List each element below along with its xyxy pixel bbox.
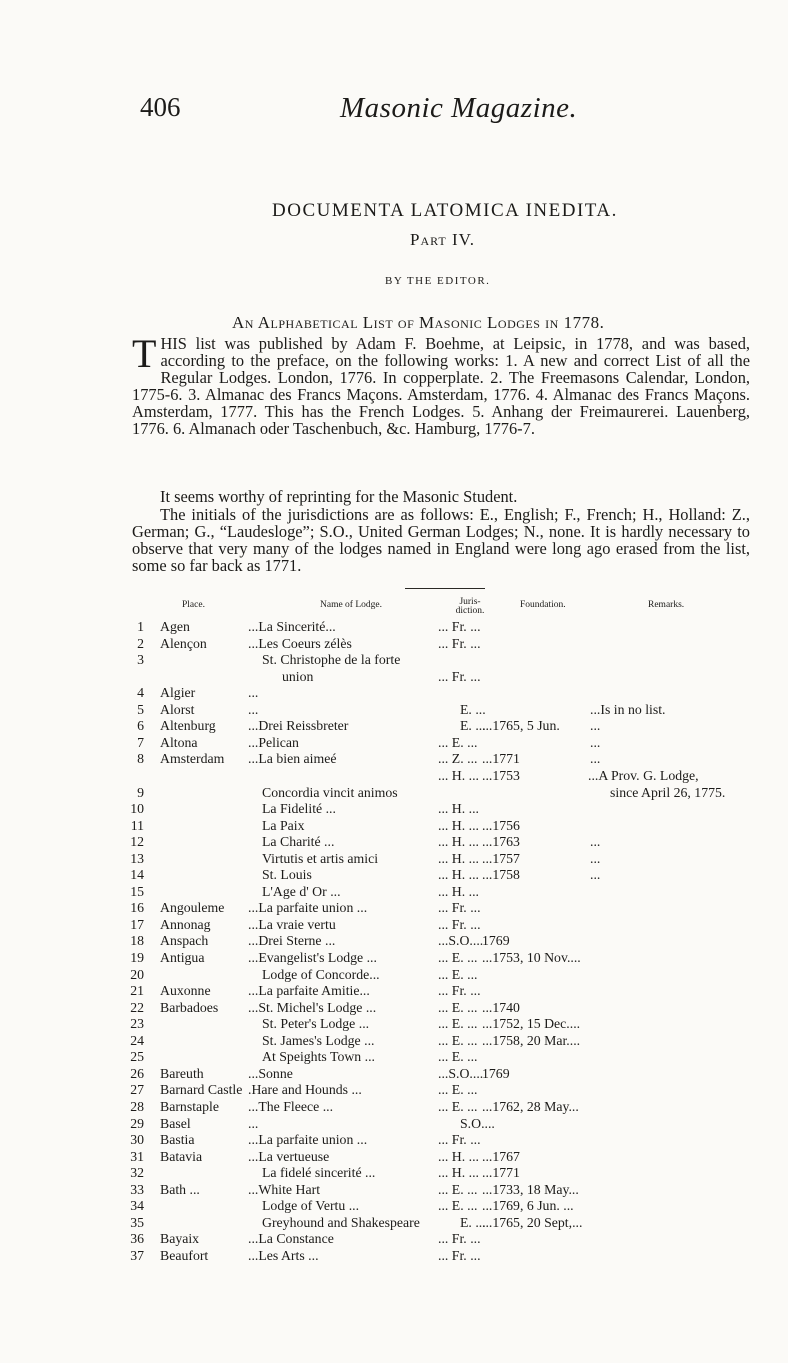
- cell-remarks: ...A Prov. G. Lodge,: [588, 767, 699, 783]
- table-row: [0, 801, 788, 817]
- cell-name: La fidelé sincerité ...: [262, 1165, 376, 1181]
- cell-juris: ... E. ...: [438, 1049, 478, 1065]
- table-row: [0, 1082, 788, 1098]
- table-row: [0, 917, 788, 933]
- cell-juris: S.O....: [460, 1115, 495, 1131]
- cell-num: 10: [130, 801, 144, 817]
- cell-name: ...La parfaite Amitie...: [248, 983, 370, 999]
- cell-juris: ... E. ...: [438, 999, 478, 1015]
- cell-foundation: ...1740: [482, 999, 520, 1015]
- cell-name: ...: [248, 701, 259, 717]
- cell-name: ...La vraie vertu: [248, 916, 336, 932]
- part-label: Part IV.: [410, 230, 475, 249]
- cell-remarks: ...: [590, 734, 601, 750]
- intro-paragraph-2: It seems worthy of reprinting for the Masonic Student.: [160, 487, 518, 506]
- cell-juris: ... H. ...: [438, 883, 480, 899]
- cell-num: 6: [137, 718, 144, 734]
- cell-name: St. Louis: [262, 867, 312, 883]
- cell-num: 37: [130, 1247, 144, 1263]
- cell-name: La Charité ...: [262, 834, 335, 850]
- cell-place: Basel: [160, 1115, 191, 1131]
- cell-num: 16: [130, 900, 144, 916]
- cell-place: Barbadoes: [160, 999, 219, 1015]
- cell-num: 8: [137, 751, 144, 767]
- table-row: [0, 851, 788, 867]
- cell-name: ...Drei Reissbreter: [248, 718, 349, 734]
- cell-juris: ... H. ...: [438, 867, 480, 883]
- table-row: [0, 1116, 788, 1132]
- cell-place: Alençon: [160, 635, 207, 651]
- cell-foundation: ...1758, 20 Mar....: [482, 1032, 581, 1048]
- table-row: [0, 685, 788, 701]
- table-row: [0, 1182, 788, 1198]
- cell-foundation: ...1758: [482, 867, 520, 883]
- cell-juris: ... Fr. ...: [438, 1132, 481, 1148]
- cell-num: 21: [130, 983, 144, 999]
- cell-juris: ... H. ...: [438, 1148, 480, 1164]
- table-row: [0, 1165, 788, 1181]
- table-row: [0, 950, 788, 966]
- cell-juris: ... E. ...: [438, 1198, 478, 1214]
- table-row: [0, 834, 788, 850]
- cell-juris: ... H. ...: [438, 850, 480, 866]
- cell-name: ...Pelican: [248, 734, 299, 750]
- cell-name: ...La parfaite union ...: [248, 900, 368, 916]
- cell-remarks: ...Is in no list.: [590, 701, 666, 717]
- cell-juris: ... Fr. ...: [438, 619, 481, 634]
- cell-juris: ... Fr. ...: [438, 668, 481, 684]
- cell-name: ...La Constance: [248, 1231, 334, 1247]
- cell-juris: E. ...: [460, 1214, 486, 1230]
- running-head: Masonic Magazine.: [340, 92, 578, 124]
- cell-num: 25: [130, 1049, 144, 1065]
- table-row: [0, 1231, 788, 1247]
- cell-name: ...: [248, 685, 259, 701]
- cell-place: Bastia: [160, 1132, 195, 1148]
- column-header-jurisdiction: Juris- diction.: [455, 597, 485, 616]
- cell-remarks: since April 26, 1775.: [610, 784, 726, 800]
- cell-juris: ... H. ...: [438, 767, 480, 783]
- column-header-foundation: Foundation.: [520, 600, 566, 610]
- cell-remarks: ...: [590, 850, 601, 866]
- cell-juris: ... E. ...: [438, 1032, 478, 1048]
- cell-juris: ...S.O....: [438, 1065, 484, 1081]
- cell-num: 4: [137, 685, 144, 701]
- cell-juris: ... Fr. ...: [438, 635, 481, 651]
- cell-num: 17: [130, 916, 144, 932]
- cell-name: .Hare and Hounds ...: [248, 1082, 362, 1098]
- intro-paragraph-1: [132, 331, 750, 438]
- article-title: DOCUMENTA LATOMICA INEDITA.: [272, 200, 618, 221]
- table-row: [0, 1016, 788, 1032]
- cell-name: ...Drei Sterne ...: [248, 933, 336, 949]
- table-row: [0, 652, 788, 668]
- cell-juris: E. ...: [460, 718, 486, 734]
- cell-num: 34: [130, 1198, 144, 1214]
- cell-num: 5: [137, 701, 144, 717]
- table-row: [0, 785, 788, 801]
- table-row: [0, 735, 788, 751]
- intro-paragraph-1-text: HIS list was published by Adam F. Boehme, at Leipsic, in 1778, and was based, according to the preface, on the following works: 1. A new and correct List of all the Regular Lodges. London, 1776. In copperplate. 2. The Freemasons Calendar, London, 1775-6. 3. Almanac des Francs Maçons. Amsterdam, 1776. 4. Almanac des Francs Maçons. Amsterdam, 1777. This has the French Lodges. 5. Anhang der Freimaurerei. Lauenberg, 1776. 6. Almanach oder Taschenbuch, &c. Hamburg, 1776-7.: [132, 334, 750, 438]
- cell-name: At Speights Town ...: [262, 1049, 375, 1065]
- cell-place: Anspach: [160, 933, 209, 949]
- cell-juris: ...S.O....: [438, 933, 484, 949]
- table-row: [0, 867, 788, 883]
- cell-name: ...Les Coeurs zélès: [248, 635, 352, 651]
- cell-foundation: ...1769, 6 Jun. ...: [482, 1198, 574, 1214]
- cell-name: ...Les Arts ...: [248, 1247, 319, 1263]
- cell-juris: ... Fr. ...: [438, 1231, 481, 1247]
- cell-place: Bayaix: [160, 1231, 200, 1247]
- table-row: [0, 1000, 788, 1016]
- cell-juris: ... Z. ...: [438, 751, 478, 767]
- table-row: [0, 1149, 788, 1165]
- table-row: [0, 933, 788, 949]
- cell-foundation: ...1771: [482, 751, 520, 767]
- cell-juris: ... Fr. ...: [438, 1247, 481, 1263]
- table-row: [0, 1066, 788, 1082]
- table-row: [0, 718, 788, 734]
- cell-juris: ... E. ...: [438, 1082, 478, 1098]
- cell-foundation: ...1767: [482, 1148, 520, 1164]
- cell-name: union: [282, 668, 314, 684]
- cell-juris: E. ...: [460, 701, 486, 717]
- cell-name: ...La parfaite union ...: [248, 1132, 368, 1148]
- cell-name: Lodge of Vertu ...: [262, 1198, 360, 1214]
- cell-num: 15: [130, 883, 144, 899]
- cell-num: 14: [130, 867, 144, 883]
- cell-name: La Paix: [262, 817, 305, 833]
- cell-place: Agen: [160, 619, 190, 634]
- cell-name: ...Evangelist's Lodge ...: [248, 950, 377, 965]
- table-row: [0, 751, 788, 767]
- column-header-remarks: Remarks.: [648, 600, 685, 610]
- cell-num: 32: [130, 1165, 144, 1181]
- cell-juris: ... Fr. ...: [438, 983, 481, 999]
- cell-place: Auxonne: [160, 983, 211, 999]
- cell-num: 27: [130, 1082, 144, 1098]
- table-row: [0, 636, 788, 652]
- cell-num: 18: [130, 933, 144, 949]
- cell-juris: ... E. ...: [438, 734, 478, 750]
- cell-num: 36: [130, 1231, 144, 1247]
- cell-num: 1: [137, 619, 144, 634]
- cell-name: ...La bien aimeé: [248, 751, 337, 767]
- section-divider: [405, 588, 485, 589]
- table-row: [0, 1049, 788, 1065]
- cell-remarks: ...: [590, 751, 601, 767]
- cell-name: St. James's Lodge ...: [262, 1032, 375, 1048]
- cell-remarks: ...: [590, 834, 601, 850]
- cell-name: ...White Hart: [248, 1181, 321, 1197]
- cell-foundation: 1769: [482, 1065, 510, 1081]
- cell-name: St. Peter's Lodge ...: [262, 1016, 370, 1032]
- cell-name: ...: [248, 1115, 259, 1131]
- cell-foundation: ...1762, 28 May...: [482, 1098, 579, 1114]
- cell-foundation: ...1753: [482, 767, 520, 783]
- cell-juris: ... E. ...: [438, 950, 478, 965]
- table-row: [0, 1198, 788, 1214]
- cell-place: Bareuth: [160, 1065, 204, 1081]
- cell-num: 7: [137, 734, 144, 750]
- cell-remarks: ...: [590, 867, 601, 883]
- table-row: [0, 983, 788, 999]
- cell-num: 13: [130, 850, 144, 866]
- table-row: [0, 1033, 788, 1049]
- cell-foundation: ...1771: [482, 1165, 520, 1181]
- cell-name: Virtutis et artis amici: [262, 850, 379, 866]
- cell-juris: ... H. ...: [438, 801, 480, 817]
- cell-name: St. Christophe de la forte: [262, 652, 401, 668]
- cell-num: 9: [137, 784, 144, 800]
- cell-foundation: ...1756: [482, 817, 520, 833]
- column-header-place: Place.: [182, 600, 205, 610]
- table-row: [0, 619, 788, 635]
- cell-num: 30: [130, 1132, 144, 1148]
- cell-num: 28: [130, 1098, 144, 1114]
- cell-juris: ... E. ...: [438, 1181, 478, 1197]
- cell-num: 22: [130, 999, 144, 1015]
- cell-num: 29: [130, 1115, 144, 1131]
- cell-place: Altona: [160, 734, 198, 750]
- cell-name: Concordia vincit animos: [262, 784, 398, 800]
- cell-place: Amsterdam: [160, 751, 225, 767]
- cell-num: 24: [130, 1032, 144, 1048]
- table-row: [0, 768, 788, 784]
- cell-name: ...Sonne: [248, 1065, 293, 1081]
- cell-num: 12: [130, 834, 144, 850]
- cell-place: Algier: [160, 685, 196, 701]
- cell-place: Batavia: [160, 1148, 203, 1164]
- column-header-name: Name of Lodge.: [320, 600, 382, 610]
- cell-juris: ... H. ...: [438, 817, 480, 833]
- table-row: [0, 1215, 788, 1231]
- cell-num: 33: [130, 1181, 144, 1197]
- cell-juris: ... E. ...: [438, 966, 478, 982]
- cell-num: 19: [130, 950, 144, 965]
- cell-name: ...The Fleece ...: [248, 1098, 334, 1114]
- cell-name: La Fidelité ...: [262, 801, 336, 817]
- cell-num: 3: [137, 652, 144, 668]
- cell-name: ...La Sincerité...: [248, 619, 336, 634]
- cell-place: Antigua: [160, 950, 205, 965]
- cell-name: L'Age d' Or ...: [262, 883, 341, 899]
- cell-foundation: ...1757: [482, 850, 520, 866]
- cell-name: ...St. Michel's Lodge ...: [248, 999, 377, 1015]
- cell-foundation: ...1753, 10 Nov....: [482, 950, 581, 965]
- table-row: [0, 1099, 788, 1115]
- cell-foundation: ...1765, 20 Sept,...: [482, 1214, 583, 1230]
- cell-num: 35: [130, 1214, 144, 1230]
- cell-foundation: ...1765, 5 Jun.: [482, 718, 560, 734]
- table-row: [0, 1132, 788, 1148]
- cell-name: Lodge of Concorde...: [262, 966, 380, 982]
- byline: BY THE EDITOR.: [385, 275, 491, 287]
- section-subtitle: An Alphabetical List of Masonic Lodges in 1778.: [232, 313, 605, 332]
- table-row: [0, 702, 788, 718]
- cell-foundation: ...1752, 15 Dec....: [482, 1016, 581, 1032]
- cell-num: 26: [130, 1065, 144, 1081]
- table-row: [0, 1248, 788, 1264]
- cell-num: 11: [130, 817, 144, 833]
- cell-juris: ... H. ...: [438, 834, 480, 850]
- cell-place: Alorst: [160, 701, 195, 717]
- table-row: [0, 884, 788, 900]
- cell-num: 23: [130, 1016, 144, 1032]
- cell-place: Annonag: [160, 916, 211, 932]
- cell-place: Angouleme: [160, 900, 225, 916]
- cell-place: Barnard Castle: [160, 1082, 243, 1098]
- cell-foundation: ...1763: [482, 834, 520, 850]
- cell-place: Barnstaple: [160, 1098, 220, 1114]
- cell-juris: ... E. ...: [438, 1016, 478, 1032]
- cell-juris: ... E. ...: [438, 1098, 478, 1114]
- table-row: [0, 967, 788, 983]
- cell-num: 2: [137, 635, 144, 651]
- cell-remarks: ...: [590, 718, 601, 734]
- drop-cap: T: [132, 331, 157, 376]
- cell-juris: ... Fr. ...: [438, 916, 481, 932]
- cell-num: 20: [130, 966, 144, 982]
- table-row: [0, 669, 788, 685]
- table-row: [0, 900, 788, 916]
- cell-juris: ... Fr. ...: [438, 900, 481, 916]
- cell-place: Bath ...: [160, 1181, 200, 1197]
- cell-name: Greyhound and Shakespeare: [262, 1214, 420, 1230]
- intro-paragraph-3: The initials of the jurisdictions are as follows: E., English; F., French; H., Holland: Z., German; G., “Laudesloge”; S.O., United German Lodges; N., none. It is hardly necessary to observe that very many of the lodges named in England were long ago erased from the list, some so far back as 1771.: [132, 505, 750, 575]
- cell-foundation: ...1733, 18 May...: [482, 1181, 579, 1197]
- cell-name: ...La vertueuse: [248, 1148, 330, 1164]
- cell-juris: ... H. ...: [438, 1165, 480, 1181]
- cell-place: Beaufort: [160, 1247, 209, 1263]
- cell-foundation: 1769: [482, 933, 510, 949]
- page-number: 406: [140, 92, 181, 122]
- table-row: [0, 818, 788, 834]
- cell-place: Altenburg: [160, 718, 216, 734]
- cell-num: 31: [130, 1148, 144, 1164]
